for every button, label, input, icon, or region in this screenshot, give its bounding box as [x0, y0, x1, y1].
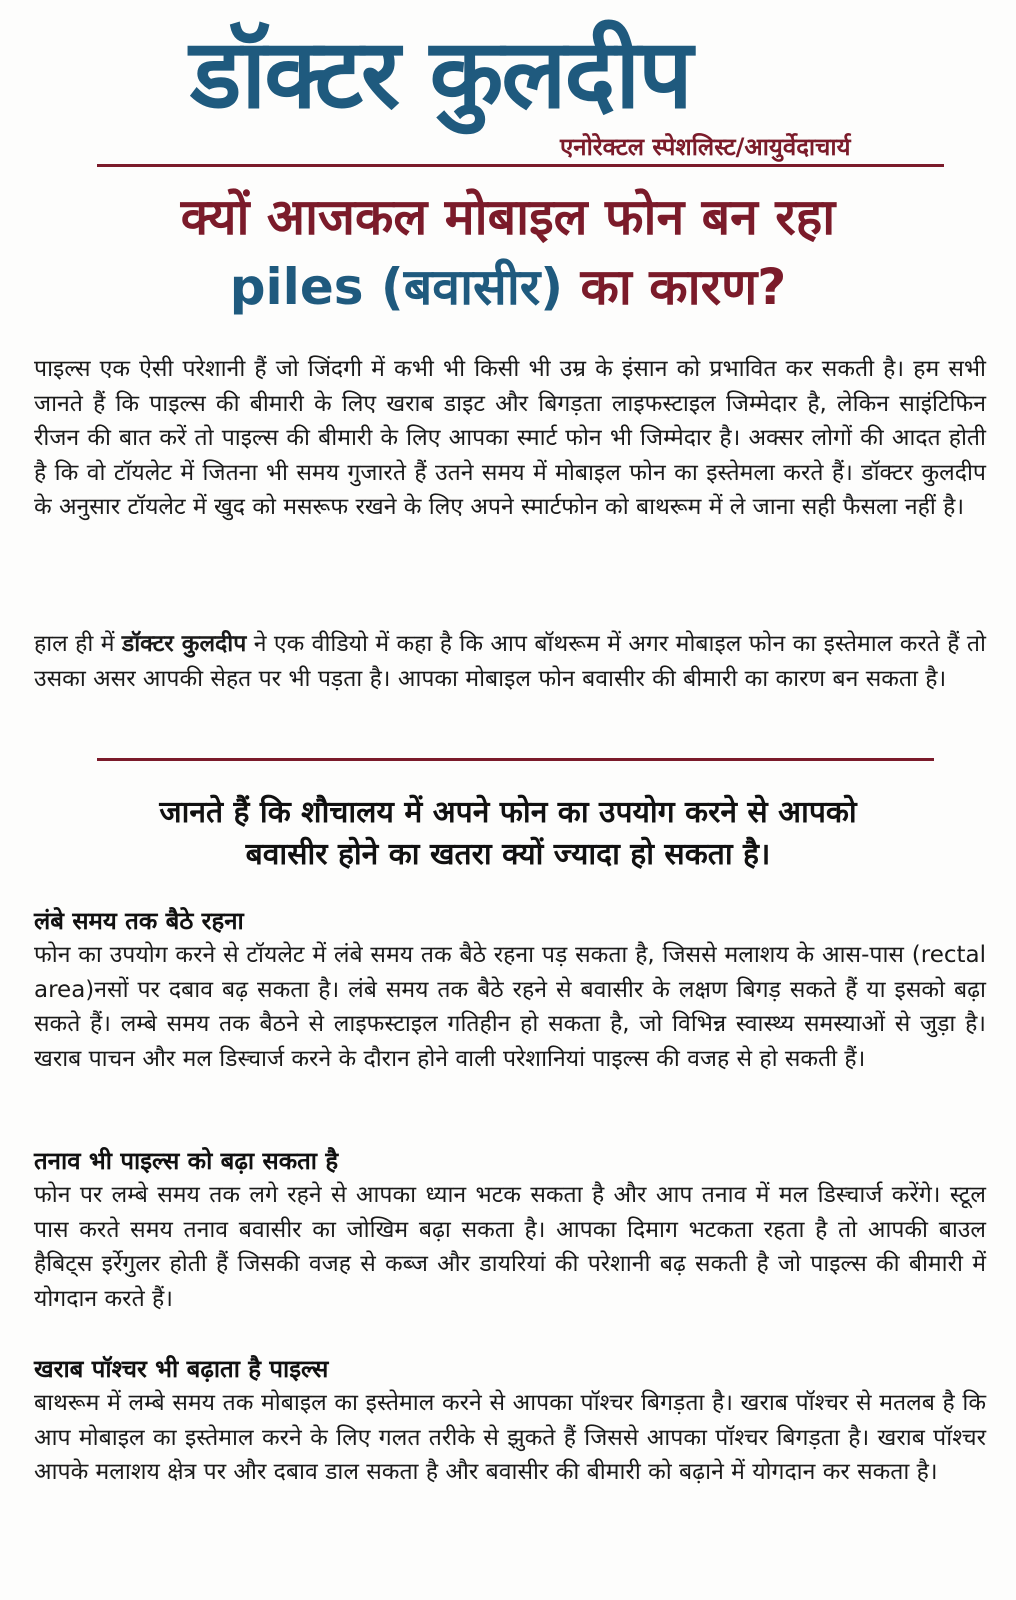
section-title-stress: तनाव भी पाइल्स को बढ़ा सकता है	[34, 1147, 339, 1175]
section-title-sitting: लंबे समय तक बैठे रहना	[34, 907, 244, 935]
brand-name: डॉक्टर कुलदीप	[190, 18, 691, 130]
subheading-line-1: जानते हैं कि शौचालय में अपने फोन का उपयोग करने से आपको	[159, 795, 857, 830]
section-body-stress: फोन पर लम्बे समय तक लगे रहने से आपका ध्यान भटक सकता है और आप तनाव में मल डिस्चार्ज करेंगे। स्टूल पास करते समय तनाव बवासीर का जोखिम बढ़ा सकता है। आपका दिमाग भटकता रहता है तो आपकी बाउल हैबिट्स इर्रेगुलर होती हैं जिसकी वजह से कब्ज और डायरियां की परेशानी बढ़ सकती है जो पाइल्स की बीमारी में योगदान करते हैं।	[34, 1182, 986, 1312]
headline-rest: का कारण?	[563, 258, 787, 316]
section-body-posture: बाथरूम में लम्बे समय तक मोबाइल का इस्तेमाल करने से आपका पॉश्चर बिगड़ता है। खराब पॉश्चर से मतलब है कि आप मोबाइल का इस्तेमाल करने के लिए गलत तरीके से झुकते हैं जिससे आपका पॉश्चर बिगड़ता है। खराब पॉश्चर आपके मलाशय क्षेत्र पर और दबाव डाल सकता है और बवासीर की बीमारी को बढ़ाने में योगदान कर सकता है।	[34, 1390, 986, 1485]
article-headline	[0, 182, 1016, 322]
brand-tagline: एनोरेक्टल स्पेशलिस्ट/आयुर्वेदाचार्य	[560, 133, 851, 161]
headline-accent: piles (बवासीर)	[229, 258, 564, 316]
subheading-line-2: बवासीर होने का खतरा क्यों ज्यादा हो सकता है।	[245, 837, 771, 872]
intro-p2-lead: हाल ही में	[34, 631, 122, 657]
headline-line-2	[0, 252, 1016, 322]
section-divider	[97, 758, 934, 761]
intro-paragraph-1: पाइल्स एक ऐसी परेशानी हैं जो जिंदगी में कभी भी किसी भी उम्र के इंसान को प्रभावित कर सकती है। हम सभी जानते हैं कि पाइल्स की बीमारी के लिए खराब डाइट और बिगड़ता लाइफस्टाइल जिम्मेदार है, लेकिन साइंटिफिन रीजन की बात करें तो पाइल्स की बीमारी के लिए आपका स्मार्ट फोन भी जिम्मेदार है। अक्सर लोगों की आदत होती है कि वो टॉयलेट में जितना भी समय गुजारते हैं उतने समय में मोबाइल फोन का इस्तेमला करते हैं। डॉक्टर कुलदीप के अनुसार टॉयलेट में खुद को मसरूफ रखने के लिए अपने स्मार्टफोन को बाथरूम में ले जाना सही फैसला नहीं है।	[34, 356, 986, 520]
section-subheading	[0, 792, 1016, 876]
section-body-sitting: फोन का उपयोग करने से टॉयलेट में लंबे समय तक बैठे रहना पड़ सकता है, जिससे मलाशय के आस-पास (rectal area)नसों पर दबाव बढ़ सकता है। लंबे समय तक बैठे रहने से बवासीर के लक्षण बिगड़ सकते हैं या इसको बढ़ा सकते हैं। लम्बे समय तक बैठने से लाइफस्टाइल गतिहीन हो सकता है, जो विभिन्न स्वास्थ्य समस्याओं से जुड़ा है। खराब पाचन और मल डिस्चार्ज करने के दौरान होने वाली परेशानियां पाइल्स की वजह से हो सकती हैं।	[34, 942, 986, 1072]
header-divider	[97, 164, 944, 167]
intro-p2-rest: ने एक वीडियो में कहा है कि आप बॉथरूम में अगर मोबाइल फोन का इस्तेमाल करते हैं तो उसका असर आपकी सेहत पर भी पड़ता है। आपका मोबाइल फोन बवासीर की बीमारी का कारण बन सकता है।	[34, 631, 986, 692]
intro-paragraph-2	[34, 627, 986, 696]
section-title-posture: खराब पॉश्चर भी बढ़ाता है पाइल्स	[34, 1355, 329, 1383]
intro-p2-doctor-name: डॉक्टर कुलदीप	[121, 631, 247, 657]
headline-line-1: क्यों आजकल मोबाइल फोन बन रहा	[180, 188, 836, 246]
brand-header	[0, 10, 1016, 170]
